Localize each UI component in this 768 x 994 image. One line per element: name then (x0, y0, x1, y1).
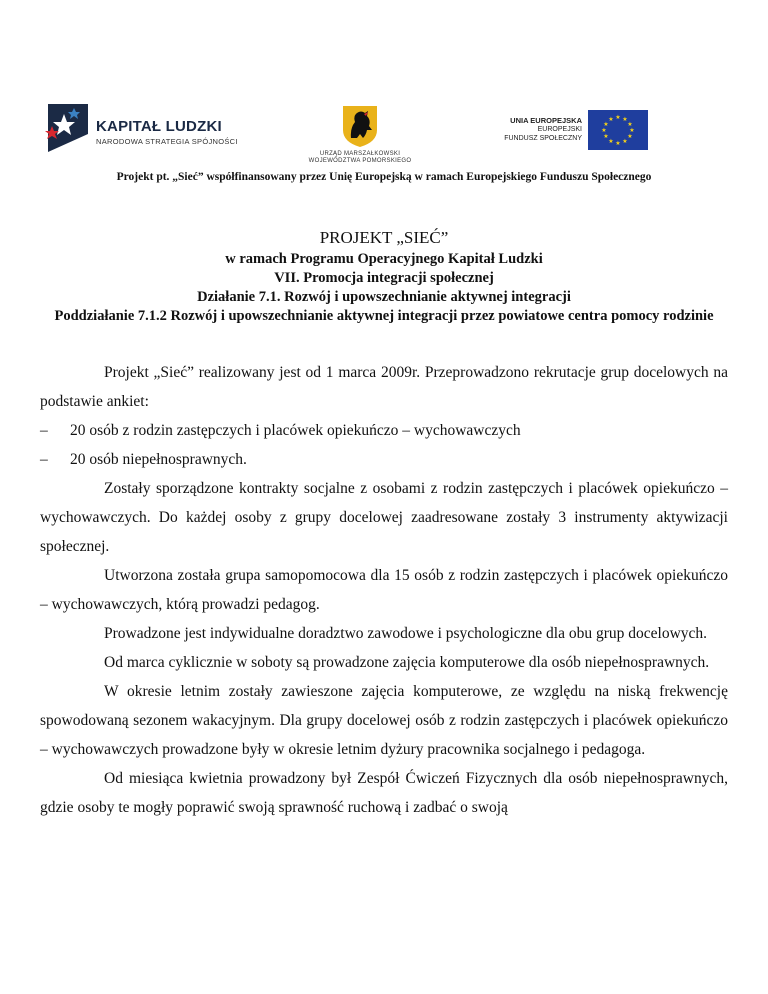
priority-line: VII. Promocja integracji społecznej (274, 270, 494, 286)
paragraph-5: Od marca cyklicznie w soboty są prowadzone zajęcia komputerowe dla osób niepełnosprawnych. (104, 654, 710, 671)
svg-text:★: ★ (627, 121, 633, 128)
pomorskie-line-1: URZĄD MARSZAŁKOWSKI (319, 151, 401, 157)
measure-line: Działanie 7.1. Rozwój i upowszechnianie aktywnej integracji (197, 289, 571, 305)
pomorskie-line-2: WOJEWÓDZTWA POMORSKIEGO (308, 158, 412, 164)
list-item (40, 416, 728, 445)
paragraph-3: Utworzona została grupa samopomocowa dla 15 osób z rodzin zastępczych i placówek opiekuńczo – wychowawczych, którą prowadzi pedagog. (40, 567, 728, 613)
ue-text (504, 116, 582, 143)
list-item-text: 20 osób z rodzin zastępczych i placówek opiekuńczo – wychowawczych (70, 422, 521, 439)
paragraph-4: Prowadzone jest indywidualne doradztwo zawodowe i psychologiczne dla obu grup docelowych. (104, 625, 708, 642)
paragraph-2: Zostały sporządzone kontrakty socjalne z osobami z rodzin zastępczych i placówek opiekuńczo – wychowawczych. Do każdej osoby z grupy docelowej zaadresowane zostały 3 instrumenty aktywizacji społecznej. (40, 480, 728, 555)
ue-line-1: UNIA EUROPEJSKA (510, 116, 582, 125)
submeasure-line: Poddziałanie 7.1.2 Rozwój i upowszechnianie aktywnej integracji przez powiatowe centra pomocy rodzinie (54, 308, 714, 324)
svg-text:★: ★ (615, 140, 621, 147)
svg-text:★: ★ (603, 133, 609, 140)
unia-europejska-logo (470, 110, 648, 150)
cofinancing-caption: Projekt pt. „Sieć” współfinansowany przez Unię Europejską w ramach Europejskiego Funduszu Społecznego (116, 171, 652, 183)
list-item-text: 20 osób niepełnosprawnych. (70, 451, 247, 468)
svg-text:★: ★ (627, 133, 633, 140)
program-line: w ramach Programu Operacyjnego Kapitał Ludzki (225, 251, 543, 267)
svg-text:★: ★ (601, 127, 607, 134)
paragraph-6: W okresie letnim zostały zawieszone zajęcia komputerowe, ze względu na niską frekwencję spowodowaną sezonem wakacyjnym. Dla grupy docelowej osób z rodzin zastępczych i placówek opiekuńczo – wychowawczych prowadzone były w okresie letnim dyżury pracownika socjalnego i pedagoga. (40, 683, 728, 758)
svg-text:★: ★ (615, 114, 621, 121)
title-block (40, 226, 728, 326)
svg-text:★: ★ (608, 138, 614, 145)
paragraph-7: Od miesiąca kwietnia prowadzony był Zespół Ćwiczeń Fizycznych dla osób niepełnosprawnych, gdzie osoby te mogły poprawić swoją sprawność ruchową i zadbać o swoją (40, 770, 728, 816)
kapital-ludzki-logo (44, 104, 244, 152)
pomorskie-logo (300, 104, 420, 170)
document-body (40, 358, 728, 822)
svg-text:★: ★ (608, 116, 614, 123)
list-item (40, 445, 728, 474)
list-dash: – (40, 422, 48, 439)
svg-text:★: ★ (603, 121, 609, 128)
kapital-ludzki-subtitle: NARODOWA STRATEGIA SPÓJNOŚCI (96, 137, 238, 146)
project-title: PROJEKT „SIEĆ” (319, 228, 449, 247)
ue-line-3: FUNDUSZ SPOŁECZNY (504, 135, 582, 142)
svg-text:★: ★ (622, 138, 628, 145)
pomorskie-text (300, 151, 420, 165)
paragraph-1: Projekt „Sieć” realizowany jest od 1 marca 2009r. Przeprowadzono rekrutacje grup docelowych na podstawie ankiet: (40, 364, 728, 410)
list-dash: – (40, 451, 48, 468)
kapital-ludzki-star-icon (44, 104, 92, 152)
svg-text:★: ★ (622, 116, 628, 123)
ue-line-2: EUROPEJSKI (537, 126, 582, 133)
svg-text:★: ★ (629, 127, 635, 134)
target-groups-list (40, 416, 728, 474)
eu-flag-icon (588, 110, 648, 150)
kapital-ludzki-title: KAPITAŁ LUDZKI (96, 118, 222, 135)
pomorskie-griffin-crest-icon (341, 104, 379, 148)
